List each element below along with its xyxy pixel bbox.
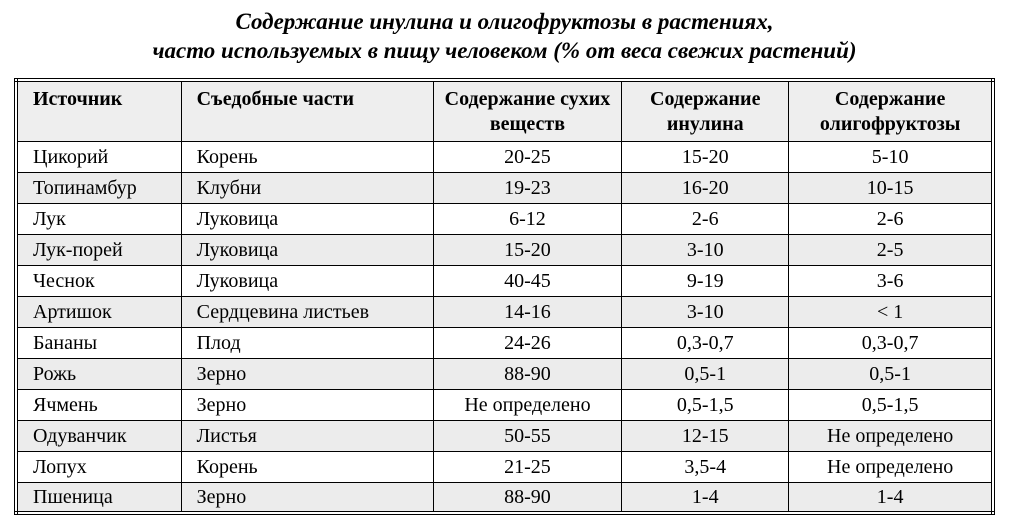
cell-inulin: 1-4 — [622, 482, 789, 513]
cell-dry-matter: 20-25 — [433, 141, 622, 172]
title-line-2: часто используемых в пищу человеком (% от веса свежих растений) — [152, 38, 857, 64]
table-row-burdock — [16, 451, 993, 482]
table-row-rye — [16, 358, 993, 389]
cell-source: Чеснок — [16, 265, 181, 296]
cell-inulin: 2-6 — [622, 203, 789, 234]
cell-dry-matter: 6-12 — [433, 203, 622, 234]
cell-oligofructose: Не определено — [789, 451, 993, 482]
cell-oligofructose: 0,5-1 — [789, 358, 993, 389]
cell-dry-matter: 50-55 — [433, 420, 622, 451]
cell-dry-matter: 88-90 — [433, 358, 622, 389]
cell-inulin: 3-10 — [622, 234, 789, 265]
table-row-barley — [16, 389, 993, 420]
cell-dry-matter: 88-90 — [433, 482, 622, 513]
table-row-jerusalem-artichoke — [16, 172, 993, 203]
cell-edible-part: Листья — [181, 420, 433, 451]
cell-edible-part: Сердцевина листьев — [181, 296, 433, 327]
cell-source: Цикорий — [16, 141, 181, 172]
cell-oligofructose: 10-15 — [789, 172, 993, 203]
cell-edible-part: Корень — [181, 141, 433, 172]
table-row-garlic — [16, 265, 993, 296]
cell-inulin: 12-15 — [622, 420, 789, 451]
cell-source: Одуванчик — [16, 420, 181, 451]
cell-inulin: 9-19 — [622, 265, 789, 296]
cell-edible-part: Зерно — [181, 358, 433, 389]
cell-oligofructose: 5-10 — [789, 141, 993, 172]
header-source: Источник — [16, 80, 181, 142]
cell-edible-part: Луковица — [181, 265, 433, 296]
table-row-wheat — [16, 482, 993, 513]
cell-dry-matter: 24-26 — [433, 327, 622, 358]
cell-oligofructose: 1-4 — [789, 482, 993, 513]
cell-source: Лук-порей — [16, 234, 181, 265]
cell-dry-matter: 14-16 — [433, 296, 622, 327]
cell-dry-matter: 21-25 — [433, 451, 622, 482]
cell-source: Артишок — [16, 296, 181, 327]
cell-inulin: 3,5-4 — [622, 451, 789, 482]
cell-edible-part: Корень — [181, 451, 433, 482]
cell-edible-part: Клубни — [181, 172, 433, 203]
cell-oligofructose: 2-5 — [789, 234, 993, 265]
cell-edible-part: Зерно — [181, 482, 433, 513]
table-row-chicory — [16, 141, 993, 172]
cell-inulin: 0,3-0,7 — [622, 327, 789, 358]
header-dry-matter: Содержание сухих веществ — [433, 80, 622, 142]
cell-dry-matter: Не определено — [433, 389, 622, 420]
cell-edible-part: Зерно — [181, 389, 433, 420]
header-oligofructose: Содержание олигофруктозы — [789, 80, 993, 142]
table-row-bananas — [16, 327, 993, 358]
cell-source: Бананы — [16, 327, 181, 358]
cell-oligofructose: 3-6 — [789, 265, 993, 296]
cell-oligofructose: 0,3-0,7 — [789, 327, 993, 358]
cell-edible-part: Плод — [181, 327, 433, 358]
cell-source: Ячмень — [16, 389, 181, 420]
table-row-artichoke — [16, 296, 993, 327]
table-row-leek — [16, 234, 993, 265]
cell-edible-part: Луковица — [181, 203, 433, 234]
header-edible-parts: Съедобные части — [181, 80, 433, 142]
cell-dry-matter: 15-20 — [433, 234, 622, 265]
cell-oligofructose: 2-6 — [789, 203, 993, 234]
cell-source: Лук — [16, 203, 181, 234]
cell-edible-part: Луковица — [181, 234, 433, 265]
cell-dry-matter: 40-45 — [433, 265, 622, 296]
cell-inulin: 3-10 — [622, 296, 789, 327]
cell-inulin: 15-20 — [622, 141, 789, 172]
cell-oligofructose: Не определено — [789, 420, 993, 451]
table-row-dandelion — [16, 420, 993, 451]
table-row-onion — [16, 203, 993, 234]
cell-source: Пшеница — [16, 482, 181, 513]
cell-source: Рожь — [16, 358, 181, 389]
header-inulin: Содержание инулина — [622, 80, 789, 142]
cell-inulin: 0,5-1 — [622, 358, 789, 389]
inulin-oligofructose-table — [14, 78, 995, 516]
cell-inulin: 0,5-1,5 — [622, 389, 789, 420]
table-title — [0, 7, 1009, 66]
header-row — [16, 80, 993, 142]
cell-source: Лопух — [16, 451, 181, 482]
cell-oligofructose: < 1 — [789, 296, 993, 327]
cell-source: Топинамбур — [16, 172, 181, 203]
title-line-1: Содержание инулина и олигофруктозы в растениях, — [235, 9, 774, 34]
cell-oligofructose: 0,5-1,5 — [789, 389, 993, 420]
cell-inulin: 16-20 — [622, 172, 789, 203]
cell-dry-matter: 19-23 — [433, 172, 622, 203]
